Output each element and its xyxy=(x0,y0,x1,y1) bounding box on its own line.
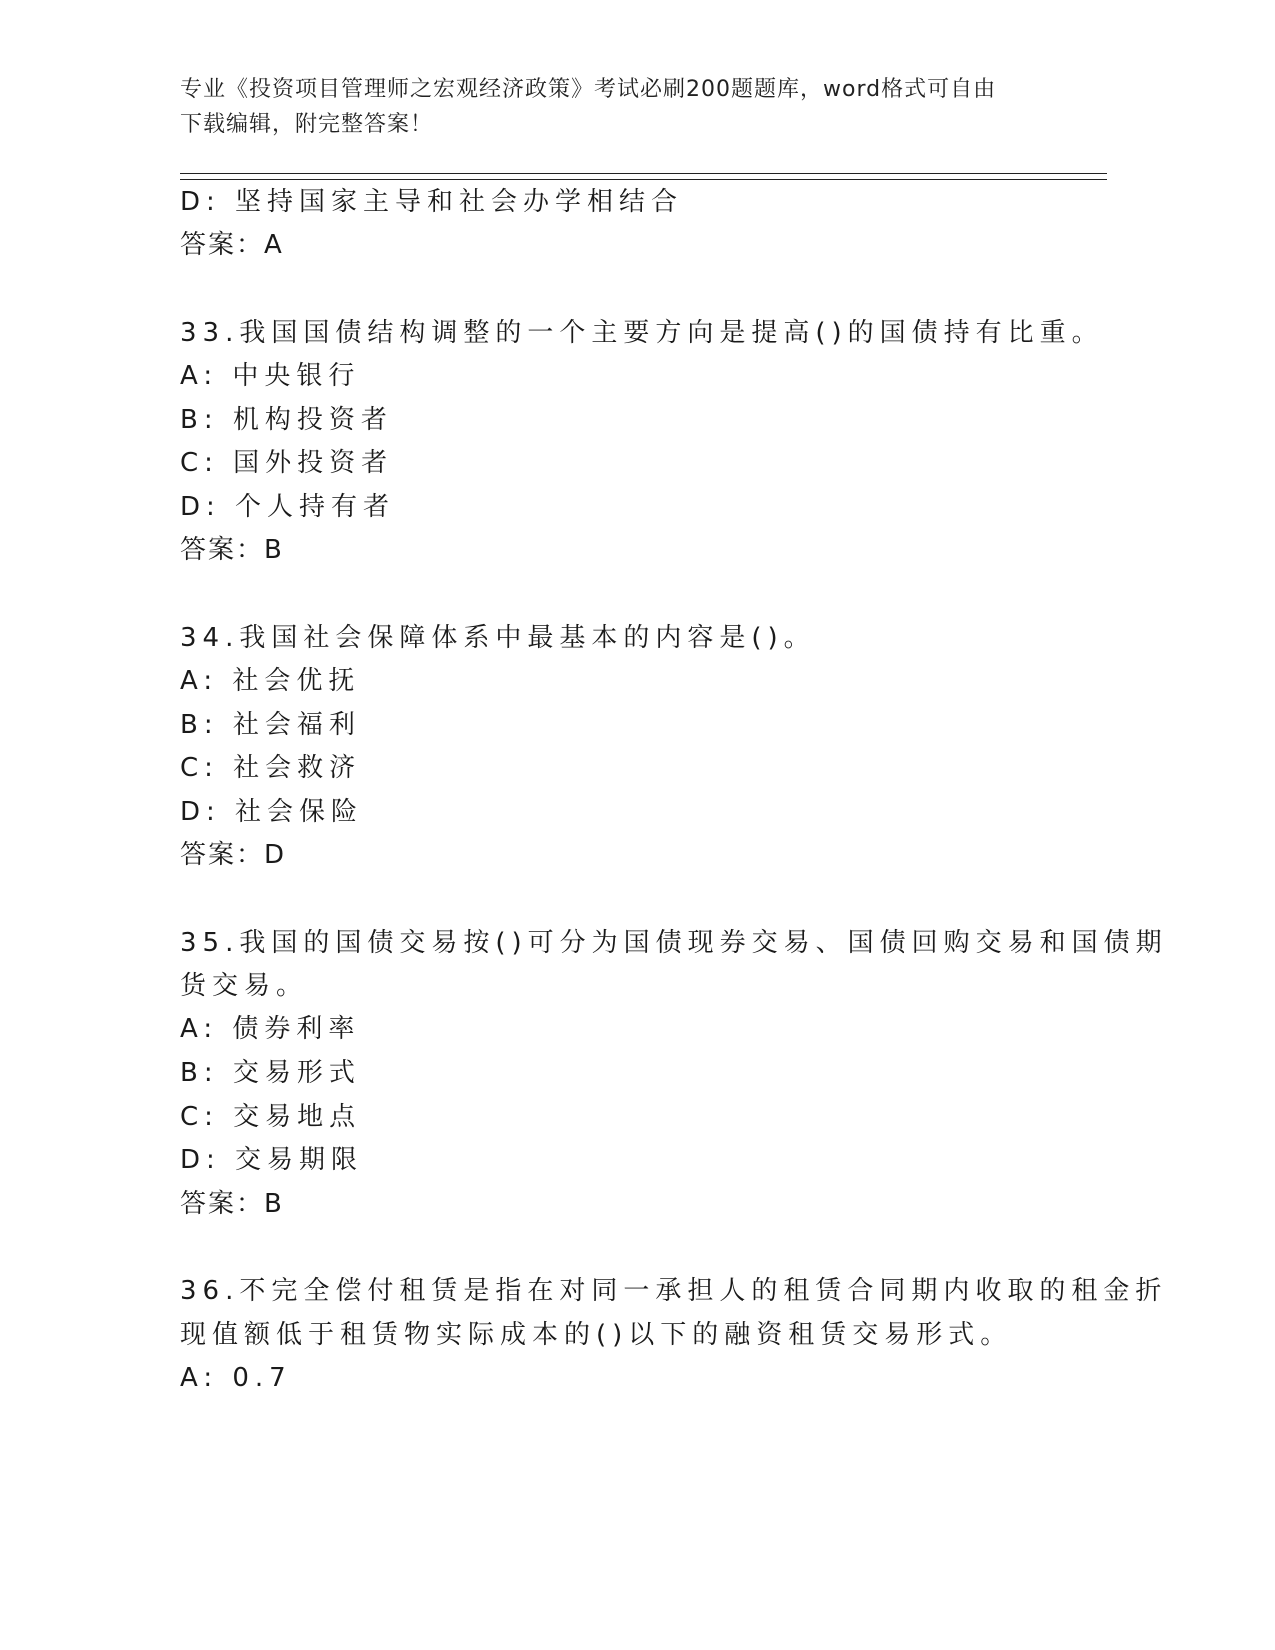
prev-option-d: D: 坚持国家主导和社会办学相结合 xyxy=(180,187,684,217)
document-header xyxy=(180,72,1040,142)
q34-option-b: B: 社会福利 xyxy=(180,710,361,740)
q34-option-d: D: 社会保险 xyxy=(180,797,364,827)
q36-stem-line-1: 36.不完全偿付租赁是指在对同一承担人的租赁合同期内收取的租金折 xyxy=(180,1276,1168,1306)
q33-option-b: B: 机构投资者 xyxy=(180,405,393,435)
q35-option-a: A: 债券利率 xyxy=(180,1014,361,1044)
q34-stem: 34.我国社会保障体系中最基本的内容是()。 xyxy=(180,623,816,653)
q34-option-a: A: 社会优抚 xyxy=(180,666,361,696)
q33-stem: 33.我国国债结构调整的一个主要方向是提高()的国债持有比重。 xyxy=(180,318,1104,348)
header-divider-top xyxy=(180,173,1107,174)
q33-option-d: D: 个人持有者 xyxy=(180,492,396,522)
q36-option-a: A: 0.7 xyxy=(180,1363,292,1393)
q35-stem-line-1: 35.我国的国债交易按()可分为国债现券交易、国债回购交易和国债期 xyxy=(180,928,1168,958)
header-line-2: 下载编辑，附完整答案！ xyxy=(180,112,434,137)
q35-option-b: B: 交易形式 xyxy=(180,1058,361,1088)
q34-option-c: C: 社会救济 xyxy=(180,753,362,783)
q35-option-d: D: 交易期限 xyxy=(180,1145,364,1175)
header-line-1: 专业《投资项目管理师之宏观经济政策》考试必刷200题题库，word格式可自由 xyxy=(180,77,997,102)
q35-option-c: C: 交易地点 xyxy=(180,1102,362,1132)
q33-answer: 答案：B xyxy=(180,535,284,565)
prev-answer: 答案：A xyxy=(180,230,284,260)
header-divider-bottom xyxy=(180,179,1107,180)
q34-answer: 答案：D xyxy=(180,840,287,870)
q35-answer: 答案：B xyxy=(180,1189,284,1219)
q33-option-c: C: 国外投资者 xyxy=(180,448,394,478)
q33-option-a: A: 中央银行 xyxy=(180,361,361,391)
q35-stem-line-2: 货交易。 xyxy=(180,971,309,1001)
q36-stem-line-2: 现值额低于租赁物实际成本的()以下的融资租赁交易形式。 xyxy=(180,1320,1013,1350)
